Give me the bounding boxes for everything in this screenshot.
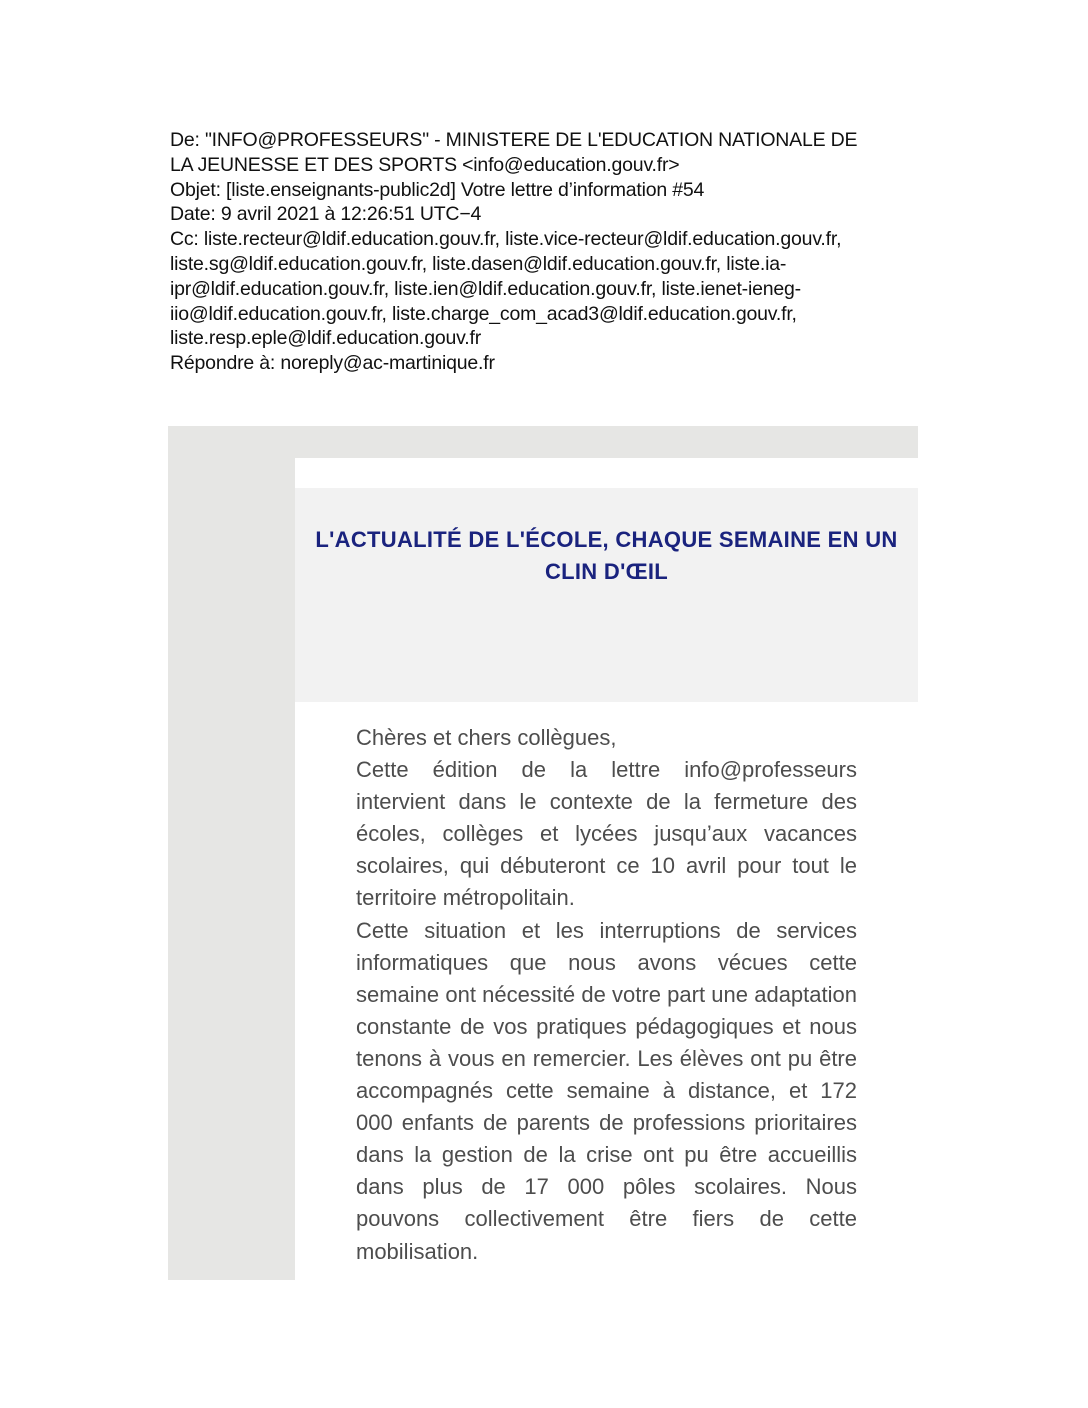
cc-line: liste.resp.eple@ldif.education.gouv.fr [170, 327, 482, 350]
paragraph-intro: Cette édition de la lettre info@professeurs intervient dans le contexte de la fermeture des écoles, collèges et lycées jusqu’aux vacances scolaires, qui débuteront ce 10 avril pour tout le territoire métropolitain. [356, 757, 857, 911]
paragraph-thanks: Cette situation et les interruptions de services informatiques que nous avons vécues cette semaine ont nécessité de votre part une adaptation constante de vos pratiques pédagogiques et nous tenons à vous en remercier. Les élèves ont pu être accompagnés cette semaine à distance, et 172 000 enfants de parents de professions prioritaires dans la gestion de la crise ont pu être accueillis dans plus de 17 000 pôles scolaires. Nous pouvons collectivement être fiers de cette mobilisation. [356, 917, 857, 1264]
newsletter-frame [168, 426, 918, 1280]
subject-line: Objet: [liste.enseignants-public2d] Votre lettre d’information #54 [170, 178, 705, 201]
cc-line: ipr@ldif.education.gouv.fr, liste.ien@ldif.education.gouv.fr, liste.ienet-ieneg- [170, 277, 801, 300]
cc-line: iio@ldif.education.gouv.fr, liste.charge_com_acad3@ldif.education.gouv.fr, [170, 302, 797, 325]
email-header [170, 128, 930, 376]
from-line: De: "INFO@PROFESSEURS" - MINISTERE DE L'EDUCATION NATIONALE DE [170, 129, 858, 151]
greeting: Chères et chers collègues, [356, 725, 617, 750]
cc-line: Cc: liste.recteur@ldif.education.gouv.fr, liste.vice-recteur@ldif.education.gouv.fr, [170, 228, 842, 251]
newsletter-body [356, 722, 857, 1268]
cc-line: liste.sg@ldif.education.gouv.fr, liste.dasen@ldif.education.gouv.fr, liste.ia- [170, 252, 787, 275]
from-line-continued: LA JEUNESSE ET DES SPORTS <info@education.gouv.fr> [170, 153, 680, 176]
newsletter-title: L'ACTUALITÉ DE L'ÉCOLE, CHAQUE SEMAINE EN UN CLIN D'ŒIL [315, 527, 898, 584]
newsletter-banner [295, 488, 918, 702]
newsletter-card [295, 458, 918, 1280]
date-line: Date: 9 avril 2021 à 12:26:51 UTC−4 [170, 203, 482, 226]
reply-to-line: Répondre à: noreply@ac-martinique.fr [170, 352, 495, 375]
